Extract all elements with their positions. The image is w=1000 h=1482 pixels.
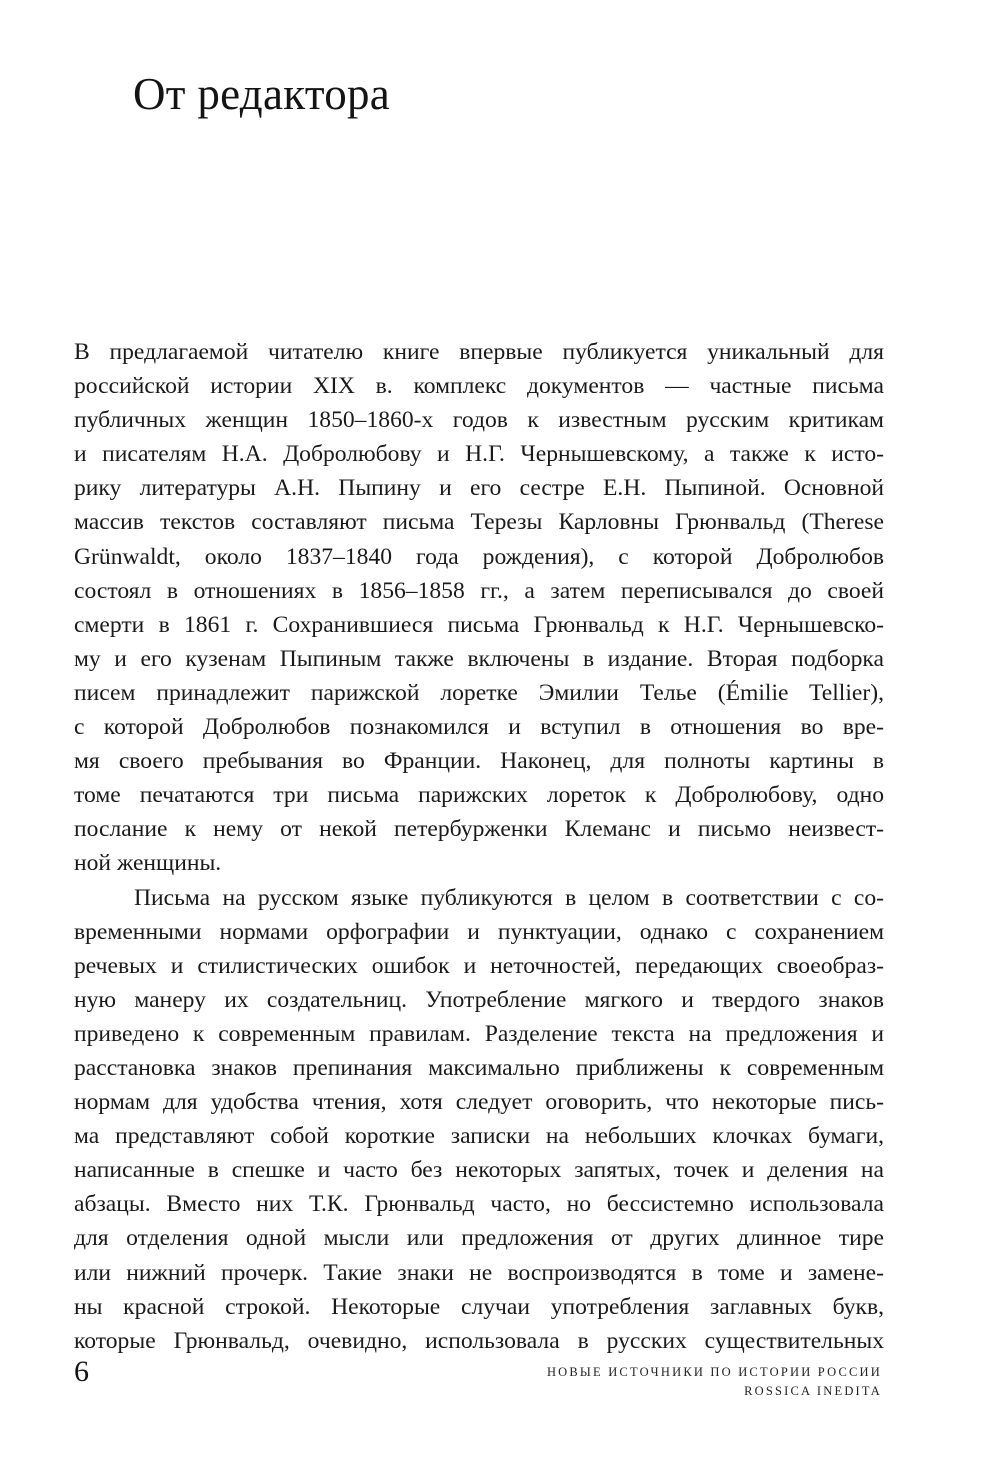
text-line: и писателям Н.А. Добролюбову и Н.Г. Чернышевскому, а также к исто- <box>74 441 884 468</box>
text-line: смерти в 1861 г. Сохранившиеся письма Грюнвальд к Н.Г. Чернышевско- <box>74 611 884 638</box>
text-line: ной женщины. <box>74 850 222 877</box>
text-line: ма представляют собой короткие записки на небольших клочках бумаги, <box>74 1123 884 1150</box>
text-line: рику литературы А.Н. Пыпину и его сестре Е.Н. Пыпиной. Основной <box>74 475 884 502</box>
text-line: Grünwaldt, около 1837–1840 года рождения), с которой Добролюбов <box>74 543 884 570</box>
text-line: российской истории XIX в. комплекс документов — частные письма <box>74 373 884 400</box>
text-line: состоял в отношениях в 1856–1858 гг., а затем переписывался до своей <box>74 577 884 604</box>
text-line: приведено к современным правилам. Разделение текста на предложения и <box>74 1020 884 1047</box>
text-line: для отделения одной мысли или предложения от других длинное тире <box>74 1225 884 1252</box>
text-line: речевых и стилистических ошибок и неточностей, передающих своеобраз- <box>74 952 884 979</box>
text-line: публичных женщин 1850–1860-х годов к известным русским критикам <box>74 407 884 434</box>
text-line: которые Грюнвальд, очевидно, использовала в русских существительных <box>74 1327 884 1354</box>
paragraph <box>74 881 884 1358</box>
text-line: написанные в спешке и часто без некоторых запятых, точек и деления на <box>74 1157 884 1184</box>
running-footer <box>547 1363 882 1401</box>
page-number: 6 <box>74 1355 89 1388</box>
text-line: ную манеру их создательниц. Употребление мягкого и твердого знаков <box>74 986 884 1013</box>
text-line: ны красной строкой. Некоторые случаи употребления заглавных букв, <box>74 1293 884 1320</box>
text-line: послание к нему от некой петербурженки Клеманс и письмо неизвест- <box>74 816 884 843</box>
text-line: с которой Добролюбов познакомился и вступил в отношения во вре- <box>74 714 884 741</box>
text-line: му и его кузенам Пыпиным также включены в издание. Вторая подборка <box>74 645 884 672</box>
chapter-title: От редактора <box>133 69 391 119</box>
paragraph <box>74 335 884 881</box>
series-title: НОВЫЕ ИСТОЧНИКИ ПО ИСТОРИИ РОССИИ <box>546 1365 882 1379</box>
text-line: В предлагаемой читателю книге впервые публикуется уникальный для <box>74 339 884 365</box>
text-line: временными нормами орфографии и пунктуации, однако с сохранением <box>74 918 884 945</box>
text-line: мя своего пребывания во Франции. Наконец, для полноты картины в <box>74 748 884 775</box>
text-line: массив текстов составляют письма Терезы Карловны Грюнвальд (Therese <box>74 509 884 536</box>
text-line: писем принадлежит парижской лоретке Эмилии Телье (Émilie Tellier), <box>74 679 884 706</box>
text-line: томе печатаются три письма парижских лореток к Добролюбову, одно <box>74 782 884 809</box>
text-line: или нижний прочерк. Такие знаки не воспроизводятся в томе и замене- <box>74 1259 884 1286</box>
body-text <box>74 335 884 1358</box>
text-line: Письма на русском языке публикуются в целом в соответствии с со- <box>134 884 884 911</box>
text-line: нормам для удобства чтения, хотя следует оговорить, что некоторые пись- <box>74 1089 884 1116</box>
series-subtitle: ROSSICA INEDITA <box>744 1384 882 1398</box>
text-line: расстановка знаков препинания максимально приближены к современным <box>74 1054 884 1081</box>
text-line: абзацы. Вместо них Т.К. Грюнвальд часто, но бессистемно использовала <box>74 1191 884 1218</box>
